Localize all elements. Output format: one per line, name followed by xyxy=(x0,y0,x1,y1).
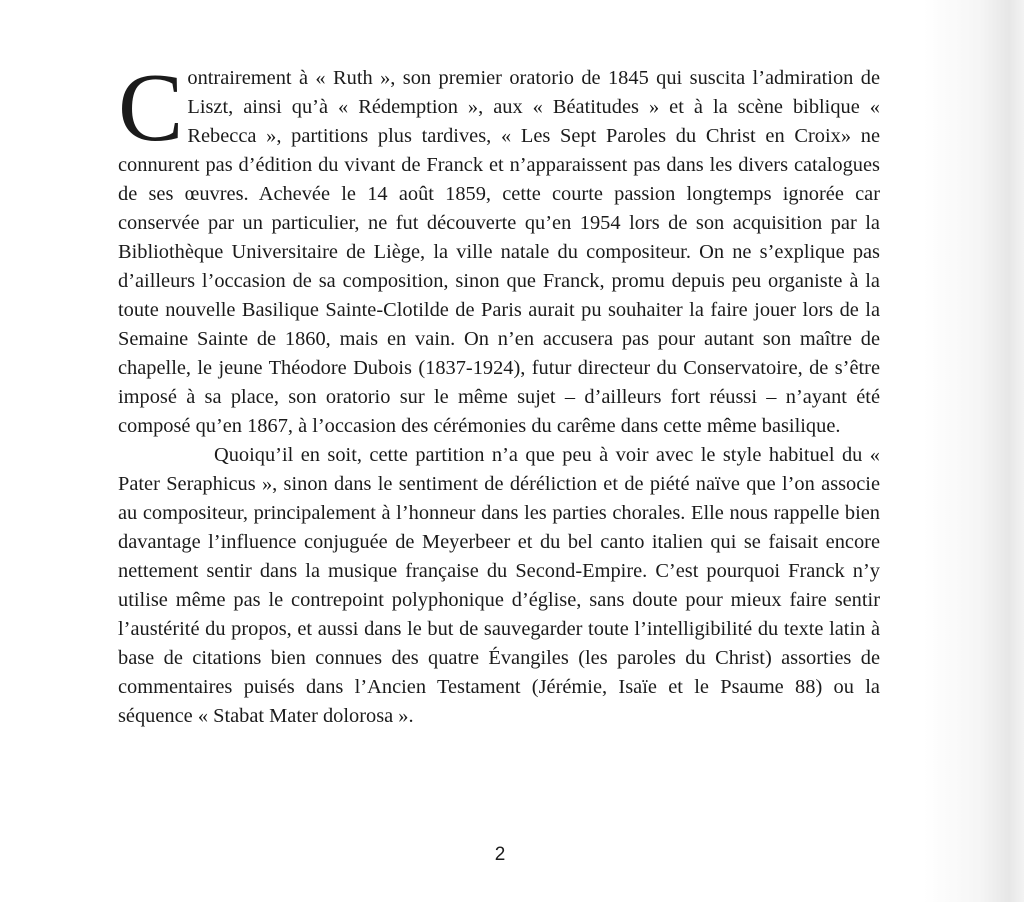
paragraph-1-text: ontrairement à « Ruth », son premier oratorio de 1845 qui suscita l’admiration de Liszt, ainsi qu’à « Rédemption », aux « Béatitudes » et à la scène biblique « Rebecca », partitions plus tardives, « Les Sept Paroles du Christ en Croix» ne connurent pas d’édition du vivant de Franck et n’apparaissent pas dans les divers catalogues de ses œuvres. Achevée le 14 août 1859, cette courte passion longtemps ignorée car conservée par un particulier, ne fut découverte qu’en 1954 lors de son acquisition par la Bibliothèque Universitaire de Liège, la ville natale du compositeur. On ne s’explique pas d’ailleurs l’occasion de sa composition, sinon que Franck, promu depuis peu organiste à la toute nouvelle Basilique Sainte-Clotilde de Paris aurait pu souhaiter la faire jouer lors de la Semaine Sainte de 1860, mais en vain. On n’en accusera pas pour autant son maître de chapelle, le jeune Théodore Dubois (1837-1924), futur directeur du Conservatoire, de s’être imposé à sa place, son oratorio sur le même sujet – d’ailleurs fort réussi – n’ayant été composé qu’en 1867, à l’occasion des cérémonies du carême dans cette même basilique. xyxy=(118,67,880,437)
paragraph-2: Quoiqu’il en soit, cette partition n’a que peu à voir avec le style habituel du « Pater Seraphicus », sinon dans le sentiment de déréliction et de piété naïve que l’on associe au compositeur, principalement à l’honneur dans les parties chorales. Elle nous rappelle bien davantage l’influence conjuguée de Meyerbeer et du bel canto italien qui se faisait encore nettement sentir dans la musique française du Second-Empire. C’est pourquoi Franck n’y utilise même pas le contrepoint polyphonique d’église, sans doute pour mieux faire sentir l’austérité du propos, et aussi dans le but de sauvegarder toute l’intelligibilité du texte latin à base de citations bien connues des quatre Évangiles (les paroles du Christ) assorties de commentaires puisés dans l’Ancien Testament (Jérémie, Isaïe et le Psaume 88) ou la séquence « Stabat Mater dolorosa ». xyxy=(118,444,880,727)
page-number: 2 xyxy=(494,844,506,865)
drop-cap-letter: C xyxy=(118,54,184,162)
page-edge-shadow xyxy=(924,0,1024,902)
body-text xyxy=(118,54,880,731)
paragraph-1 xyxy=(118,54,880,441)
